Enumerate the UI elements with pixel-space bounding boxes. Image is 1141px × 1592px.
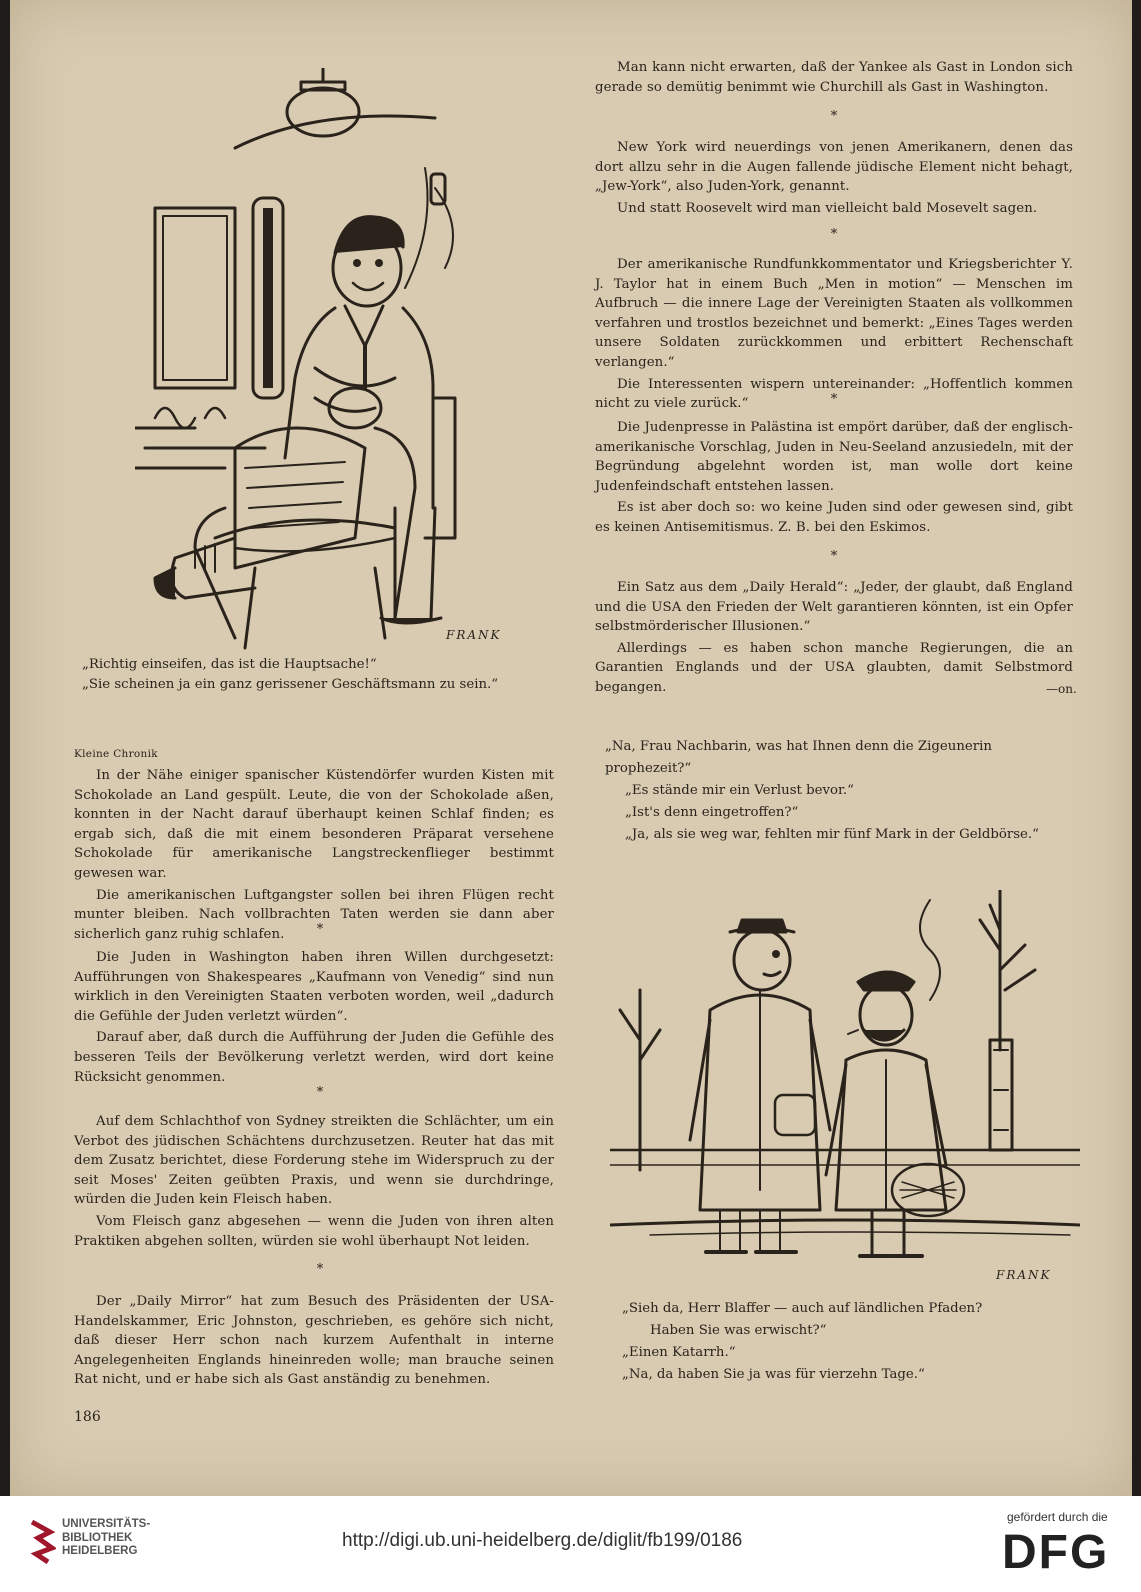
digitization-footer [0, 1496, 1141, 1592]
library-logo-icon [30, 1518, 56, 1564]
dialogue-line: „Ja, als sie weg war, fehlten mir fünf Mark in der Geldbörse.“ [625, 827, 1039, 842]
paragraph: New York wird neuerdings von jenen Amerikanern, denen das dort allzu sehr in die Augen fallende jüdische Element nicht behagt, „Jew-York“, also Juden-York, genannt. [595, 140, 1073, 195]
paragraph: Die Interessenten wispern untereinander: „Hoffentlich kommen nicht zu viele zurück.“ [595, 376, 1073, 412]
paragraph: Die Juden in Washington haben ihren Willen durchgesetzt: Aufführungen von Shakespeares „Kaufmann von Venedig“ sind nun wirklich in den Vereinigten Staaten verboten worden, weil „dadurch die Gefühle der Juden verletzt würden“. [74, 950, 554, 1024]
barber-cartoon [135, 68, 520, 653]
chronicle-item [74, 1112, 554, 1251]
library-name-line: BIBLIOTHEK [62, 1531, 133, 1544]
right-cartoon-signature: FRANK [996, 1268, 1052, 1282]
caption-line: „Sieh da, Herr Blaffer — auch auf ländlichen Pfaden? [622, 1301, 983, 1316]
separator: * [830, 227, 838, 242]
dialogue-line: „Ist's denn eingetroffen?“ [625, 805, 799, 820]
funded-by-label: gefördert durch die [1007, 1510, 1108, 1524]
caption-line: Haben Sie was erwischt?“ [650, 1323, 827, 1338]
paragraph: Die amerikanischen Luftgangster sollen bei ihren Flügen recht munter bleiben. Nach vollbrachten Taten werden sie dann aber sicherlich ganz ruhig schlafen. [74, 887, 554, 942]
paragraph: Der amerikanische Rundfunkkommentator und Kriegsberichter Y. J. Taylor hat in einem Buch „Men in motion“ — Menschen im Aufbruch — die innere Lage der Vereinigten Staaten als vollkommen verfahren und trostlos bezeichnet und bemerkt: „Eines Tages werden unsere Soldaten zurückkommen und erbittert Rechenschaft verlangen.“ [595, 257, 1073, 370]
right-column-item [595, 58, 1073, 97]
separator: * [316, 1262, 324, 1277]
right-column-item [595, 418, 1073, 538]
library-name [62, 1518, 150, 1559]
paragraph: Und statt Roosevelt wird man vielleicht bald Mosevelt sagen. [617, 200, 1038, 216]
separator: * [830, 392, 838, 407]
left-cartoon-caption [82, 655, 552, 695]
paragraph: Es ist aber doch so: wo keine Juden sind oder gewesen sind, gibt es keinen Antisemitismus. Z. B. bei den Eskimos. [595, 500, 1073, 535]
right-cartoon-caption [622, 1298, 1072, 1386]
paragraph: Auf dem Schlachthof von Sydney streikten die Schlächter, um ein Verbot des jüdischen Schächtens durchzusetzen. Reuter hat das mit dem Zusatz berichtet, diese Forderung stehe im Widerspruch zu der seit Moses' Zeiten geübten Praxis, und wenn sie durchdringe, würden die Juden kein Fleisch haben. [74, 1114, 554, 1208]
caption-line: „Richtig einseifen, das ist die Hauptsache!“ [82, 657, 377, 672]
dialogue-line: „Na, Frau Nachbarin, was hat Ihnen denn die Zigeunerin prophezeit?“ [605, 739, 992, 776]
chronicle-item [74, 1292, 554, 1390]
caption-line: „Einen Katarrh.“ [622, 1345, 736, 1360]
paragraph: Man kann nicht erwarten, daß der Yankee als Gast in London sich gerade so demütig benimmt wie Churchill als Gast in Washington. [595, 60, 1073, 95]
joke-dialogue [605, 736, 1075, 846]
page-number: 186 [74, 1409, 101, 1425]
separator: * [830, 109, 838, 124]
left-cartoon-signature: FRANK [446, 628, 502, 642]
dialogue-line: „Es stände mir ein Verlust bevor.“ [625, 783, 854, 798]
paragraph: Vom Fleisch ganz abgesehen — wenn die Juden von ihren alten Praktiken abgehen sollten, würden sie wohl überhaupt Not leiden. [74, 1213, 554, 1249]
paragraph: In der Nähe einiger spanischer Küstendörfer wurden Kisten mit Schokolade an Land gespült. Leute, die von der Schokolade aßen, konnten in der Nacht darauf überhaupt keinen Schlaf finden; es ergab sich, daß die mit einem besonderen Präparat versehene Schokolade für amerikanische Langstreckenflieger bestimmt gewesen war. [74, 768, 554, 881]
chronicle-item [74, 948, 554, 1087]
street-cartoon [610, 890, 1080, 1290]
right-column-item [595, 138, 1073, 218]
caption-line: „Na, da haben Sie ja was für vierzehn Tage.“ [622, 1367, 925, 1382]
section-heading: Kleine Chronik [74, 748, 158, 760]
permalink-url[interactable]: http://digi.ub.uni-heidelberg.de/diglit/fb199/0186 [342, 1530, 743, 1551]
caption-line: „Sie scheinen ja ein ganz gerissener Geschäftsmann zu sein.“ [82, 677, 499, 692]
library-name-line: UNIVERSITÄTS- [62, 1518, 151, 1530]
separator: * [316, 1085, 324, 1100]
right-column-item [595, 578, 1073, 698]
author-signature: —on. [1046, 682, 1077, 696]
separator: * [316, 922, 324, 937]
right-column-item [595, 255, 1073, 414]
paragraph: Darauf aber, daß durch die Aufführung der Juden die Gefühle des besseren Teils der Bevölkerung verletzt werden, wird dort keine Rücksicht genommen. [74, 1030, 554, 1085]
library-name-line: HEIDELBERG [62, 1545, 138, 1557]
paragraph: Allerdings — es haben schon manche Regierungen, die an Garantien Englands und der USA glaubten, damit Selbstmord begangen. [595, 640, 1073, 695]
paragraph: Ein Satz aus dem „Daily Herald“: „Jeder, der glaubt, daß England und die USA den Frieden der Welt garantieren könnten, ist ein Opfer selbstmörderischer Illusionen.“ [595, 580, 1073, 635]
chronicle-item [74, 766, 554, 944]
separator: * [830, 549, 838, 564]
magazine-page [10, 0, 1132, 1496]
paragraph: Die Judenpresse in Palästina ist empört darüber, daß der englisch-amerikanische Vorschlag, Juden in Neu-Seeland anzusiedeln, mit der Begründung abgelehnt worden ist, man wolle dort keine Judenfeindschaft entstehen lassen. [595, 420, 1073, 494]
dfg-logo: DFG [1002, 1526, 1110, 1579]
paragraph: Der „Daily Mirror“ hat zum Besuch des Präsidenten der USA-Handelskammer, Eric Johnston, geschrieben, es gehöre sich nicht, daß dieser Herr schon nach kurzem Aufenthalt in interne Angelegenheiten Englands hineinreden wolle; man brauche seinen Rat nicht, und er habe sich als Gast anständig zu benehmen. [74, 1294, 554, 1388]
